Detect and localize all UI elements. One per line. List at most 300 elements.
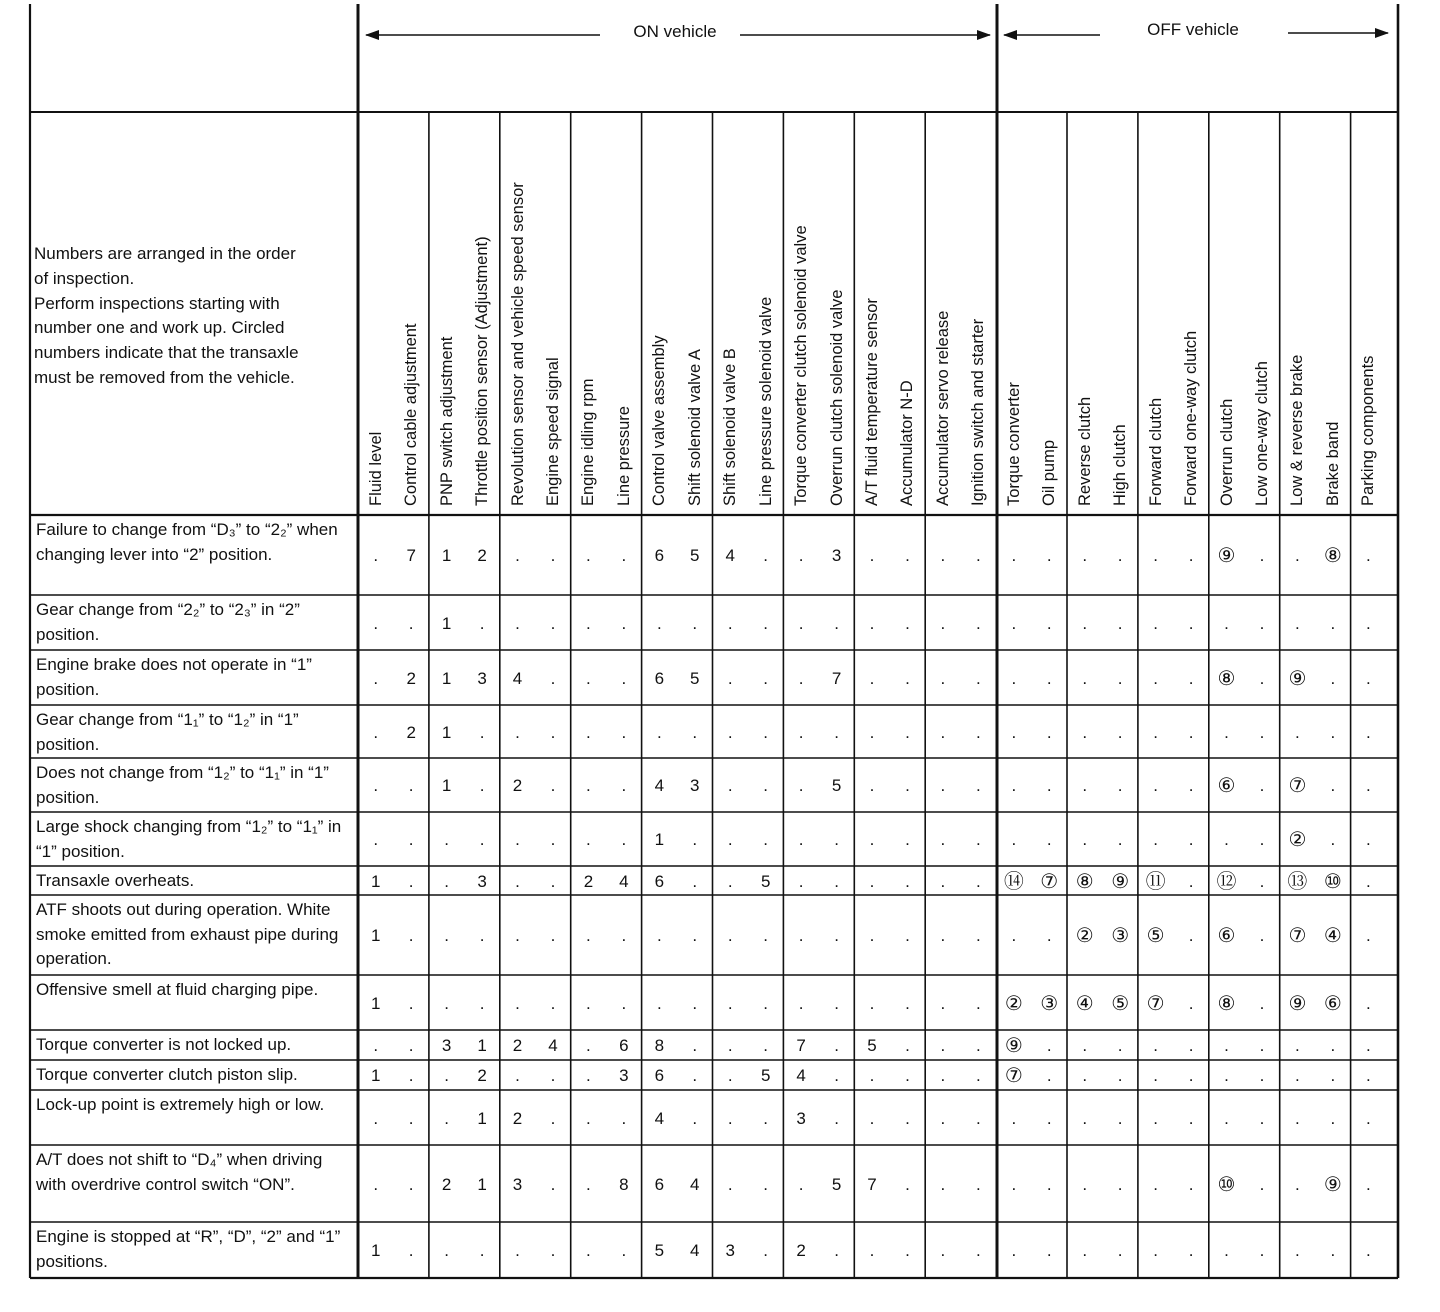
column-header: Throttle position sensor (Adjustment) (473, 236, 492, 506)
inspection-order-cell: . (515, 546, 520, 565)
inspection-order-cell: 1 (441, 776, 452, 795)
inspection-order-cell: . (763, 613, 769, 633)
inspection-order-cell: . (834, 926, 839, 945)
inspection-order-cell: . (373, 1174, 379, 1194)
inspection-order-cell: . (1011, 776, 1017, 795)
inspection-order-cell: . (1188, 1036, 1194, 1055)
inspection-order-cell: 3 (619, 1066, 629, 1085)
inspection-order-cell: . (408, 830, 414, 849)
inspection-order-cell: . (692, 1108, 698, 1128)
column-header: Control cable adjustment (402, 323, 421, 506)
inspection-order-cell: . (444, 830, 449, 849)
inspection-order-cell: . (1082, 668, 1088, 688)
inspection-order-cell: . (905, 1108, 910, 1128)
on-vehicle-label: ON vehicle (625, 22, 724, 42)
inspection-order-cell: . (940, 830, 946, 849)
inspection-order-cell: . (1117, 1036, 1123, 1055)
inspection-order-cell: . (1188, 1241, 1194, 1260)
inspection-order-cell: . (1082, 1174, 1088, 1194)
inspection-order-cell: . (1259, 722, 1265, 742)
inspection-order-cell: . (1046, 668, 1052, 688)
inspection-order-cell: . (479, 776, 485, 795)
inspection-order-cell: . (869, 546, 875, 565)
inspection-order-cell: 4 (654, 1108, 665, 1128)
inspection-order-cell: . (976, 1174, 981, 1194)
inspection-order-cell: . (1082, 546, 1088, 565)
inspection-order-cell: . (621, 613, 627, 633)
inspection-order-cell: 2 (512, 776, 523, 795)
inspection-order-cell: . (976, 722, 981, 742)
inspection-order-cell: . (727, 926, 733, 945)
inspection-order-cell: . (1188, 668, 1194, 688)
inspection-order-cell: . (905, 722, 910, 742)
inspection-order-cell: . (1224, 1108, 1229, 1128)
inspection-order-cell: . (940, 926, 946, 945)
inspection-order-cell: . (1153, 1241, 1158, 1260)
inspection-order-cell: 5 (867, 1036, 877, 1055)
inspection-order-cell: . (905, 926, 910, 945)
column-header: Low & reverse brake (1288, 354, 1307, 506)
inspection-order-cell: . (976, 993, 981, 1013)
inspection-order-cell: . (515, 830, 520, 849)
inspection-order-cell: 6 (654, 546, 665, 565)
inspection-order-cell: 4 (796, 1066, 806, 1085)
inspection-order-cell: 5 (654, 1241, 665, 1260)
column-header: Ignition switch and starter (969, 318, 988, 506)
inspection-order-cell: . (692, 1036, 698, 1055)
inspection-order-cell: . (1188, 776, 1194, 795)
inspection-order-cell: . (869, 613, 875, 633)
inspection-order-cell: . (586, 1036, 591, 1055)
inspection-order-cell: ⑩ (1323, 870, 1342, 893)
inspection-order-cell: . (444, 1241, 449, 1260)
column-header: PNP switch adjustment (437, 336, 456, 506)
inspection-order-cell: . (550, 1108, 556, 1128)
inspection-order-cell: . (1365, 722, 1371, 742)
inspection-order-cell: . (1365, 776, 1371, 795)
inspection-order-cell: 6 (619, 1036, 629, 1055)
inspection-order-cell: . (692, 1066, 698, 1085)
inspection-order-cell: . (1153, 1108, 1158, 1128)
column-header: Control valve assembly (650, 335, 669, 506)
inspection-order-cell: . (940, 613, 946, 633)
inspection-order-cell: . (408, 1108, 414, 1128)
inspection-order-cell: 2 (406, 668, 416, 688)
inspection-order-cell: . (1117, 722, 1123, 742)
inspection-order-cell: ⑥ (1217, 775, 1236, 797)
inspection-order-cell: . (586, 668, 591, 688)
inspection-order-cell: . (834, 1108, 839, 1128)
inspection-order-cell: . (1011, 1241, 1017, 1260)
inspection-order-cell: . (621, 993, 627, 1013)
inspection-order-cell: . (1011, 613, 1017, 633)
inspection-order-cell: 3 (477, 668, 487, 688)
inspection-order-cell: . (1153, 830, 1158, 849)
inspection-order-cell: 1 (477, 1036, 487, 1055)
inspection-order-cell: 2 (796, 1241, 806, 1260)
inspection-order-cell: . (798, 546, 804, 565)
inspection-order-cell: . (479, 830, 485, 849)
inspection-order-cell: . (1117, 1241, 1123, 1260)
inspection-order-cell: . (905, 613, 910, 633)
inspection-order-cell: . (1188, 871, 1194, 891)
inspection-order-cell: 4 (725, 546, 735, 565)
inspection-order-cell: 2 (441, 1174, 452, 1194)
inspection-order-cell: . (1153, 1174, 1158, 1194)
inspection-order-cell: . (408, 926, 414, 945)
column-header: Brake band (1323, 421, 1342, 506)
inspection-order-cell: . (621, 926, 627, 945)
inspection-order-cell: . (1295, 1241, 1300, 1260)
symptom-label: Engine brake does not operate in “1” position. (36, 655, 312, 699)
inspection-order-cell: . (905, 871, 910, 891)
inspection-order-cell: . (550, 668, 556, 688)
inspection-order-cell: . (550, 1066, 556, 1085)
inspection-order-cell: . (940, 1108, 946, 1128)
inspection-order-cell: . (621, 776, 627, 795)
inspection-order-cell: . (1011, 722, 1017, 742)
inspection-order-cell: . (940, 871, 946, 891)
inspection-order-cell: . (1365, 1108, 1371, 1128)
column-header: Engine idling rpm (579, 378, 598, 506)
inspection-order-cell: . (976, 926, 981, 945)
column-header: Reverse clutch (1075, 396, 1094, 506)
inspection-order-cell: . (550, 776, 556, 795)
inspection-order-cell: . (1224, 1066, 1229, 1085)
inspection-order-cell: . (798, 926, 804, 945)
inspection-order-cell: . (1330, 1108, 1336, 1128)
inspection-order-cell: . (834, 993, 839, 1013)
inspection-order-cell: . (976, 668, 981, 688)
inspection-order-cell: 1 (370, 926, 381, 945)
note-line: numbers indicate that the transaxle (34, 343, 299, 363)
inspection-order-cell: ⑥ (1323, 992, 1342, 1015)
inspection-order-cell: . (763, 830, 769, 849)
inspection-order-cell: . (798, 830, 804, 849)
inspection-order-cell: . (656, 613, 662, 633)
inspection-order-cell: . (1117, 668, 1123, 688)
inspection-order-cell: . (373, 613, 379, 633)
inspection-order-cell: . (1153, 722, 1158, 742)
inspection-order-cell: 3 (512, 1174, 523, 1194)
inspection-order-cell: ② (1004, 992, 1023, 1015)
column-header: Fluid level (366, 431, 385, 506)
inspection-order-cell: 1 (370, 1241, 381, 1260)
inspection-order-cell: . (515, 993, 520, 1013)
inspection-order-cell: . (869, 722, 875, 742)
inspection-order-cell: . (905, 830, 910, 849)
inspection-order-cell: 7 (867, 1174, 877, 1194)
inspection-order-cell: ⑨ (1323, 1173, 1342, 1196)
inspection-order-cell: ⑨ (1111, 870, 1130, 893)
inspection-order-cell: . (479, 613, 485, 633)
column-header: Forward one-way clutch (1182, 330, 1201, 506)
inspection-order-cell: . (408, 871, 414, 891)
inspection-order-cell: . (373, 776, 379, 795)
inspection-order-cell: 3 (441, 1036, 452, 1055)
inspection-order-cell: . (1082, 830, 1088, 849)
inspection-order-cell: . (692, 993, 698, 1013)
inspection-order-cell: ⑨ (1217, 545, 1236, 567)
inspection-order-cell: . (940, 1241, 946, 1260)
column-header: Overrun clutch solenoid valve (827, 289, 846, 506)
inspection-order-cell: . (586, 1108, 591, 1128)
inspection-order-cell: ⑧ (1075, 870, 1094, 893)
inspection-order-cell: . (727, 1108, 733, 1128)
inspection-order-cell: . (1117, 830, 1123, 849)
inspection-order-cell: . (1295, 722, 1300, 742)
inspection-order-cell: . (1259, 926, 1265, 945)
symptom-label: Offensive smell at fluid charging pipe. (36, 980, 319, 999)
inspection-order-cell: 1 (441, 613, 452, 633)
inspection-order-cell: ⑫ (1216, 870, 1237, 893)
inspection-order-cell: ⑥ (1217, 925, 1236, 947)
inspection-order-cell: . (1188, 1174, 1194, 1194)
inspection-order-cell: ⑧ (1217, 992, 1236, 1015)
inspection-order-cell: . (1046, 1066, 1052, 1085)
inspection-order-cell: . (1188, 993, 1194, 1013)
inspection-order-cell: . (586, 993, 591, 1013)
inspection-order-cell: . (408, 1036, 414, 1055)
inspection-order-cell: . (1259, 776, 1265, 795)
inspection-order-cell: . (1082, 1036, 1088, 1055)
column-header: A/T fluid temperature sensor (863, 298, 882, 506)
inspection-order-cell: . (905, 668, 910, 688)
inspection-order-cell: . (1082, 776, 1088, 795)
inspection-order-cell: . (727, 613, 733, 633)
inspection-order-cell: . (656, 722, 662, 742)
inspection-order-cell: . (408, 613, 414, 633)
inspection-order-cell: . (692, 613, 698, 633)
inspection-order-cell: . (1365, 1174, 1371, 1194)
inspection-order-cell: . (940, 1066, 946, 1085)
inspection-order-cell: 4 (548, 1036, 558, 1055)
inspection-order-cell: 4 (690, 1174, 700, 1194)
inspection-order-cell: 3 (831, 546, 842, 565)
symptom-label: Engine is stopped at “R”, “D”, “2” and “1” positions. (36, 1227, 341, 1271)
inspection-order-cell: . (976, 1108, 981, 1128)
inspection-order-cell: . (763, 993, 769, 1013)
inspection-order-cell: 5 (760, 871, 771, 891)
inspection-order-cell: . (586, 613, 591, 633)
inspection-order-cell: . (905, 1036, 910, 1055)
inspection-order-cell: 5 (690, 546, 700, 565)
symptom-label: Torque converter clutch piston slip. (36, 1065, 298, 1084)
inspection-order-cell: . (479, 926, 485, 945)
inspection-order-cell: . (586, 722, 591, 742)
inspection-order-cell: . (869, 776, 875, 795)
inspection-order-cell: . (1224, 613, 1229, 633)
inspection-order-cell: 2 (477, 546, 487, 565)
inspection-order-cell: 1 (370, 1066, 381, 1085)
symptom-label: ATF shoots out during operation. White smoke emitted from exhaust pipe during operation. (36, 900, 339, 968)
inspection-order-cell: . (834, 1241, 839, 1260)
inspection-order-cell: . (1224, 830, 1229, 849)
inspection-order-cell: . (444, 1066, 449, 1085)
note-line: number one and work up. Circled (34, 318, 285, 338)
symptom-label: Lock-up point is extremely high or low. (36, 1095, 325, 1114)
inspection-order-cell: ③ (1111, 925, 1130, 947)
inspection-order-cell: . (1330, 1241, 1336, 1260)
inspection-order-cell: . (1365, 830, 1371, 849)
inspection-order-cell: . (1082, 613, 1088, 633)
inspection-order-cell: . (550, 1241, 556, 1260)
inspection-order-cell: . (763, 1108, 769, 1128)
inspection-order-cell: . (1046, 722, 1052, 742)
inspection-order-cell: . (763, 1036, 769, 1055)
symptom-label: Torque converter is not locked up. (36, 1035, 292, 1054)
symptom-label: Transaxle overheats. (36, 871, 195, 890)
inspection-order-cell: . (1046, 613, 1052, 633)
inspection-order-cell: . (869, 830, 875, 849)
inspection-order-cell: . (727, 668, 733, 688)
inspection-order-cell: 3 (725, 1241, 735, 1260)
column-header: Oil pump (1040, 439, 1059, 506)
inspection-order-cell: . (1011, 546, 1017, 565)
column-header: Torque converter clutch solenoid valve (792, 225, 811, 506)
inspection-order-cell: . (798, 1174, 804, 1194)
inspection-order-cell: . (408, 776, 414, 795)
inspection-order-cell: . (373, 830, 379, 849)
inspection-order-cell: 7 (796, 1036, 806, 1055)
inspection-order-cell: . (1153, 1036, 1158, 1055)
inspection-order-cell: . (976, 830, 981, 849)
inspection-order-cell: ⑦ (1146, 992, 1165, 1015)
inspection-order-cell: 3 (477, 871, 487, 891)
inspection-order-cell: 4 (512, 668, 523, 688)
inspection-order-cell: . (1365, 613, 1371, 633)
inspection-order-cell: . (905, 776, 910, 795)
inspection-order-cell: 7 (406, 546, 416, 565)
inspection-order-cell: . (550, 871, 556, 891)
inspection-order-cell: 2 (583, 871, 594, 891)
inspection-order-cell: . (763, 776, 769, 795)
inspection-order-cell: . (834, 1036, 839, 1055)
inspection-order-cell: 5 (690, 668, 700, 688)
inspection-order-cell: . (1365, 926, 1371, 945)
inspection-order-cell: . (586, 1066, 591, 1085)
inspection-order-cell: . (1117, 1108, 1123, 1128)
inspection-order-cell: . (621, 546, 627, 565)
inspection-order-cell: . (692, 926, 698, 945)
inspection-order-cell: . (727, 871, 733, 891)
inspection-order-cell: . (869, 993, 875, 1013)
inspection-order-cell: . (763, 926, 769, 945)
inspection-order-cell: . (1224, 722, 1229, 742)
inspection-order-cell: . (1365, 871, 1371, 891)
inspection-order-cell: . (1117, 613, 1123, 633)
inspection-order-cell: . (1082, 1241, 1088, 1260)
inspection-order-cell: . (798, 871, 804, 891)
inspection-order-cell: . (869, 1108, 875, 1128)
inspection-order-cell: . (763, 1241, 769, 1260)
inspection-order-cell: ⑪ (1145, 870, 1166, 893)
inspection-order-cell: . (727, 722, 733, 742)
inspection-order-cell: . (515, 722, 520, 742)
inspection-order-cell: . (408, 1174, 414, 1194)
inspection-order-cell: ⑦ (1040, 870, 1059, 893)
inspection-order-cell: . (656, 993, 662, 1013)
inspection-order-cell: . (1365, 993, 1371, 1013)
inspection-order-cell: ⑦ (1288, 775, 1307, 797)
inspection-order-cell: 1 (441, 722, 452, 742)
inspection-order-cell: . (1330, 613, 1336, 633)
inspection-order-cell: . (1295, 613, 1300, 633)
inspection-order-note (34, 242, 352, 391)
inspection-order-cell: . (621, 1108, 627, 1128)
inspection-order-cell: 1 (370, 871, 381, 891)
inspection-order-cell: . (1082, 1066, 1088, 1085)
symptom-label: Failure to change from “D₃” to “2₂” when changing lever into “2” position. (36, 520, 338, 564)
inspection-order-cell: . (976, 1036, 981, 1055)
inspection-order-cell: . (1011, 668, 1017, 688)
inspection-order-cell: . (763, 668, 769, 688)
inspection-order-cell: . (444, 993, 449, 1013)
inspection-order-cell: . (550, 926, 556, 945)
inspection-order-cell: . (550, 613, 556, 633)
inspection-order-cell: . (905, 1241, 910, 1260)
inspection-order-cell: . (1046, 1036, 1052, 1055)
inspection-order-cell: . (1046, 776, 1052, 795)
inspection-order-cell: . (1153, 668, 1158, 688)
inspection-order-cell: . (444, 871, 449, 891)
inspection-order-cell: . (1295, 1036, 1300, 1055)
inspection-order-cell: . (515, 871, 520, 891)
symptom-label: Gear change from “1₁” to “1₂” in “1” position. (36, 710, 299, 754)
inspection-order-cell: . (1330, 668, 1336, 688)
inspection-order-cell: . (940, 993, 946, 1013)
inspection-order-cell: 5 (831, 1174, 842, 1194)
inspection-order-cell: . (834, 871, 839, 891)
inspection-order-cell: ⑨ (1004, 1035, 1023, 1057)
inspection-order-cell: 5 (760, 1066, 771, 1085)
inspection-order-cell: . (905, 1066, 910, 1085)
inspection-order-cell: . (1046, 1174, 1052, 1194)
inspection-order-cell: . (727, 993, 733, 1013)
inspection-order-cell: . (1224, 1036, 1229, 1055)
inspection-order-cell: . (1082, 722, 1088, 742)
inspection-order-cell: . (1259, 546, 1265, 565)
inspection-order-cell: . (1011, 1108, 1017, 1128)
inspection-order-cell: . (1153, 613, 1158, 633)
inspection-order-cell: . (869, 1241, 875, 1260)
inspection-order-cell: . (1259, 871, 1265, 891)
inspection-order-cell: . (976, 1241, 981, 1260)
inspection-order-cell: . (1046, 926, 1052, 945)
inspection-order-cell: 5 (831, 776, 842, 795)
inspection-order-cell: . (692, 871, 698, 891)
column-header: Low one-way clutch (1252, 361, 1271, 506)
inspection-order-cell: 2 (477, 1066, 487, 1085)
inspection-order-cell: 4 (690, 1241, 700, 1260)
inspection-order-cell: . (976, 776, 981, 795)
inspection-order-cell: ⑧ (1217, 667, 1236, 690)
inspection-order-cell: . (1046, 1241, 1052, 1260)
column-header: Revolution sensor and vehicle speed sensor (508, 182, 527, 506)
symptom-label: Gear change from “2₂” to “2₃” in “2” position. (36, 600, 300, 644)
inspection-order-cell: . (550, 546, 556, 565)
inspection-order-cell: . (408, 1066, 414, 1085)
inspection-order-cell: . (1259, 668, 1265, 688)
inspection-order-cell: . (373, 668, 379, 688)
inspection-order-cell: . (1011, 926, 1017, 945)
inspection-order-cell: 1 (654, 830, 665, 849)
inspection-order-cell: . (1259, 1108, 1265, 1128)
inspection-order-cell: . (1295, 546, 1300, 565)
inspection-order-cell: ⑦ (1288, 925, 1307, 947)
inspection-order-cell: . (1188, 1108, 1194, 1128)
inspection-order-cell: 2 (512, 1108, 523, 1128)
